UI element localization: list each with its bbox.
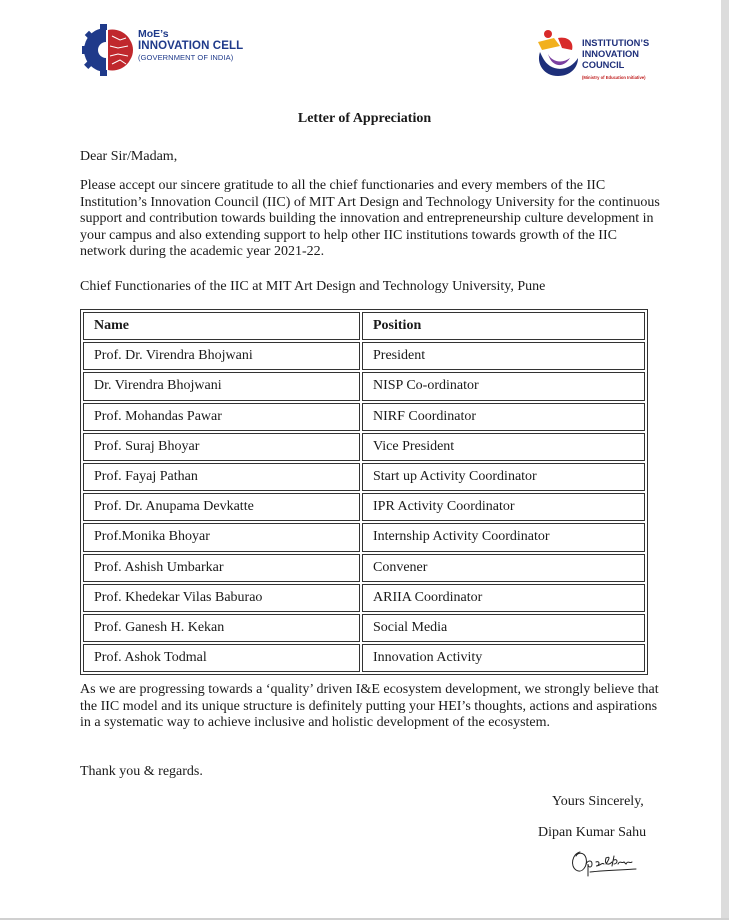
- handwritten-signature: [566, 842, 646, 882]
- table-row: [83, 554, 645, 582]
- table-row: [83, 342, 645, 370]
- table-row: [83, 584, 645, 612]
- moe-logo-line2: INNOVATION CELL: [138, 40, 244, 52]
- functionaries-table: [80, 309, 648, 675]
- member-position: Internship Activity Coordinator: [362, 523, 645, 551]
- table-row: [83, 403, 645, 431]
- member-name: Prof. Dr. Virendra Bhojwani: [83, 342, 360, 370]
- member-position: ARIIA Coordinator: [362, 584, 645, 612]
- member-name: Prof.Monika Bhoyar: [83, 523, 360, 551]
- iic-logo: [534, 28, 664, 84]
- table-row: [83, 644, 645, 672]
- table-row: [83, 463, 645, 491]
- member-position: Start up Activity Coordinator: [362, 463, 645, 491]
- gratitude-paragraph: Please accept our sincere gratitude to all the chief functionaries and every members of the IIC Institution’s Innovation Council (IIC) of MIT Art Design and Technology University for the continuous support and contribution towards building the innovation and entrepreneurship culture development in your campus and also extending support to help other IIC institutions towards growth of the IIC network during the academic year 2021-22.: [80, 178, 660, 260]
- moe-logo-line1: MoE’s: [138, 28, 169, 40]
- member-name: Prof. Fayaj Pathan: [83, 463, 360, 491]
- member-name: Dr. Virendra Bhojwani: [83, 372, 360, 400]
- iic-logo-line3: COUNCIL: [582, 60, 625, 70]
- member-position: Social Media: [362, 614, 645, 642]
- table-row: [83, 372, 645, 400]
- member-position: NIRF Coordinator: [362, 403, 645, 431]
- member-name: Prof. Ashish Umbarkar: [83, 554, 360, 582]
- moe-logo-line3: (GOVERNMENT OF INDIA): [138, 53, 234, 62]
- member-position: President: [362, 342, 645, 370]
- chief-functionaries-heading: Chief Functionaries of the IIC at MIT Art Design and Technology University, Pune: [80, 279, 546, 294]
- gear-brain-icon: [80, 24, 136, 76]
- member-position: Innovation Activity: [362, 644, 645, 672]
- member-position: IPR Activity Coordinator: [362, 493, 645, 521]
- salutation: Dear Sir/Madam,: [80, 149, 178, 164]
- table-row: [83, 614, 645, 642]
- member-name: Prof. Khedekar Vilas Baburao: [83, 584, 360, 612]
- member-name: Prof. Ashok Todmal: [83, 644, 360, 672]
- page-edge-right: [721, 0, 729, 920]
- member-position: NISP Co-ordinator: [362, 372, 645, 400]
- position-column-header: Position: [362, 312, 645, 340]
- member-position: Vice President: [362, 433, 645, 461]
- ecosystem-paragraph: As we are progressing towards a ‘quality’ driven I&E ecosystem development, we strongly believe that the IIC model and its unique structure is definitely putting your HEI’s thoughts, actions and aspirations in a systematic way to achieve inclusive and holistic development of the ecosystem.: [80, 682, 659, 731]
- letter-title: Letter of Appreciation: [297, 111, 432, 126]
- closing-line: Yours Sincerely,: [552, 794, 644, 809]
- table-header-row: [83, 312, 645, 340]
- iic-figure-icon: [534, 28, 582, 80]
- iic-logo-line2: INNOVATION: [582, 49, 639, 59]
- member-position: Convener: [362, 554, 645, 582]
- table-row: [83, 523, 645, 551]
- table-row: [83, 433, 645, 461]
- signer-name: Dipan Kumar Sahu: [538, 825, 647, 840]
- iic-logo-tagline: (Ministry of Education Initiative): [582, 75, 646, 80]
- iic-logo-line1: INSTITUTION’S: [582, 38, 650, 48]
- table-row: [83, 493, 645, 521]
- member-name: Prof. Dr. Anupama Devkatte: [83, 493, 360, 521]
- name-column-header: Name: [83, 312, 360, 340]
- member-name: Prof. Suraj Bhoyar: [83, 433, 360, 461]
- moe-innovation-cell-logo: [80, 24, 260, 76]
- member-name: Prof. Mohandas Pawar: [83, 403, 360, 431]
- thanks-line: Thank you & regards.: [80, 764, 203, 779]
- member-name: Prof. Ganesh H. Kekan: [83, 614, 360, 642]
